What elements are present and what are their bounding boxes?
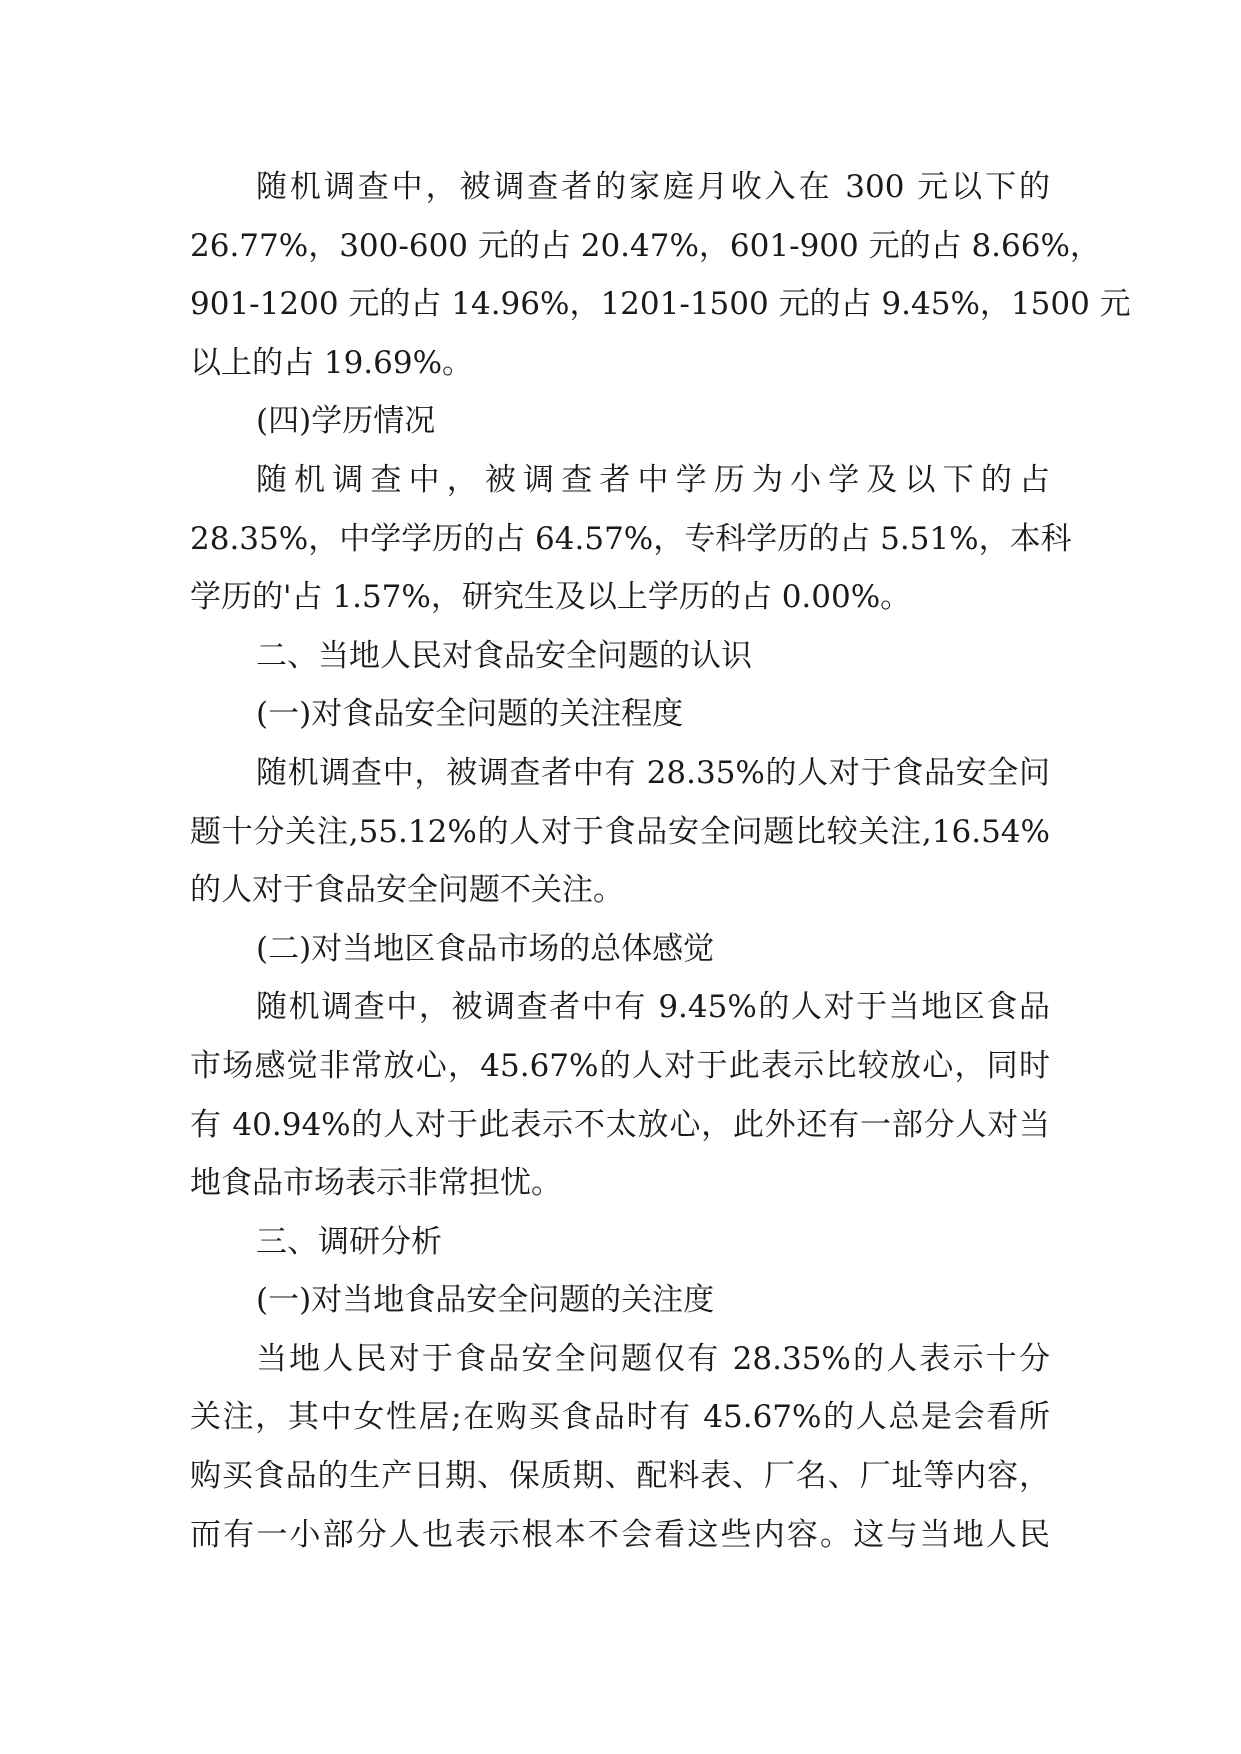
paragraph-line: 市场感觉非常放心，45.67%的人对于此表示比较放心，同时: [190, 1047, 1050, 1084]
paragraph-line: 901-1200 元的占 14.96%，1201-1500 元的占 9.45%，1500 元: [190, 286, 1131, 323]
paragraph-line: 有 40.94%的人对于此表示不太放心，此外还有一部分人对当: [190, 1106, 1050, 1143]
paragraph-line: 28.35%，中学学历的占 64.57%，专科学历的占 5.51%，本科: [190, 520, 1072, 557]
document-body: [190, 158, 1131, 1564]
paragraph-line: 当地人民对于食品安全问题仅有 28.35%的人表示十分: [256, 1340, 1050, 1377]
subsection-heading: (一)对食品安全问题的关注程度: [256, 696, 684, 733]
paragraph-line: 题十分关注,55.12%的人对于食品安全问题比较关注,16.54%: [190, 813, 1050, 850]
paragraph-line: 随机调查中，被调查者的家庭月收入在 300 元以下的: [256, 169, 1050, 205]
section-heading: 二、当地人民对食品安全问题的认识: [256, 637, 752, 674]
paragraph-line: 而有一小部分人也表示根本不会看这些内容。这与当地人民: [190, 1516, 1050, 1553]
paragraph-line: 学历的'占 1.57%，研究生及以上学历的占 0.00%。: [190, 579, 912, 616]
paragraph-line: 关注，其中女性居;在购买食品时有 45.67%的人总是会看所: [190, 1399, 1050, 1436]
section-heading: 三、调研分析: [256, 1223, 442, 1260]
section-heading: (四)学历情况: [256, 403, 436, 440]
subsection-heading: (二)对当地区食品市场的总体感觉: [256, 930, 715, 967]
paragraph-line: 26.77%，300-600 元的占 20.47%，601-900 元的占 8.66%，: [190, 227, 1101, 264]
paragraph-line: 地食品市场表示非常担忧。: [190, 1165, 562, 1202]
paragraph-line: 的人对于食品安全问题不关注。: [190, 872, 624, 909]
paragraph-line: 随机调查中，被调查者中学历为小学及以下的占: [256, 461, 1050, 498]
paragraph-line: 购买食品的生产日期、保质期、配料表、厂名、厂址等内容，: [190, 1458, 1050, 1495]
paragraph-line: 随机调查中，被调查者中有 28.35%的人对于食品安全问: [256, 754, 1050, 791]
paragraph-line: 随机调查中，被调查者中有 9.45%的人对于当地区食品: [256, 989, 1050, 1026]
subsection-heading: (一)对当地食品安全问题的关注度: [256, 1282, 715, 1319]
paragraph-line: 以上的占 19.69%。: [190, 344, 474, 381]
